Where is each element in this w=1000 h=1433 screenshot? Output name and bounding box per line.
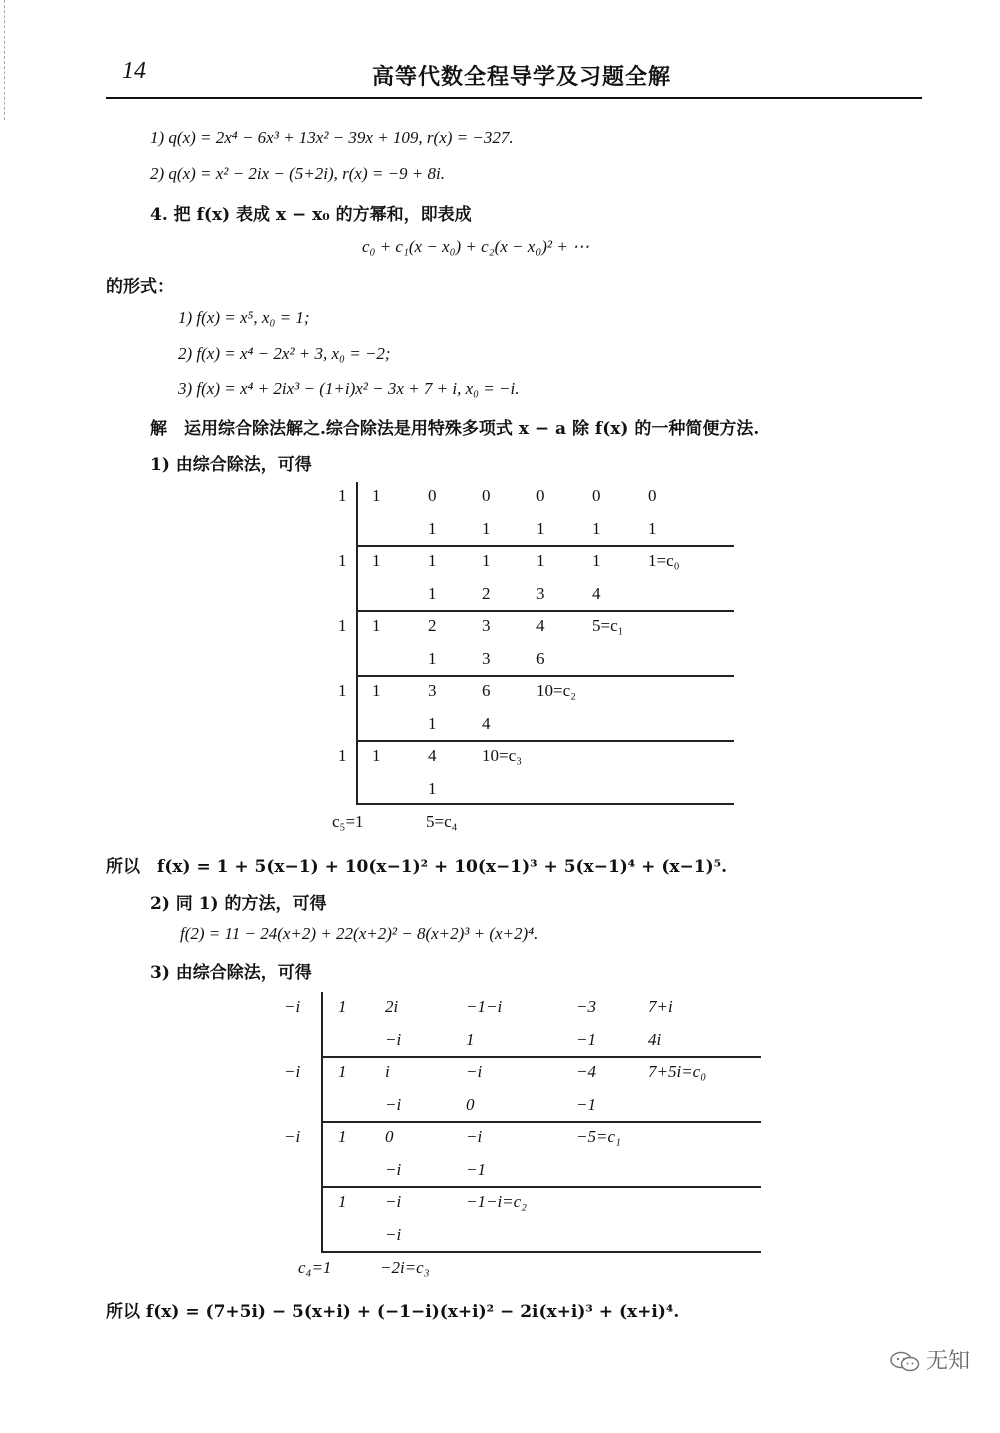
table1-cell: 10=c₃ (482, 746, 523, 765)
table2-cell: 1 (338, 1192, 347, 1211)
table2-cell: −3 (576, 997, 596, 1016)
table2-divisor: −i (284, 1127, 301, 1146)
table1-cell: 1 (536, 551, 545, 570)
subproblem-2: 2) f(x) = x⁴ − 2x² + 3, x₀ = −2; (178, 344, 391, 363)
table1-cell: 1 (428, 584, 437, 603)
table1-cell: 3 (482, 649, 491, 668)
table2-divisor: −i (284, 997, 301, 1016)
table1-cell: 1 (482, 519, 491, 538)
table2-rule (321, 1121, 761, 1123)
table2-cell: −1 (576, 1095, 596, 1114)
table1-cell: 0 (428, 486, 437, 505)
table1-rule (356, 803, 734, 805)
result-2: f(2) = 11 − 24(x+2) + 22(x+2)² − 8(x+2)³ + (x+2)⁴. (180, 924, 539, 943)
table2-cell: −i (385, 1095, 402, 1114)
table1-cell: 1 (428, 519, 437, 538)
table2-cell: −1−i=c₂ (466, 1192, 528, 1211)
table1-cell: 6 (536, 649, 545, 668)
form-text: 的形式： (106, 277, 174, 297)
table2-cell: −i (466, 1062, 483, 1081)
table1-cell: 0 (592, 486, 601, 505)
table2-cell: 7+5i=c₀ (648, 1062, 707, 1081)
table1-rule (356, 610, 734, 612)
table2-cell: 0 (466, 1095, 475, 1114)
table1-vertical-rule (356, 482, 358, 804)
table2-rule (321, 1251, 761, 1253)
table2-cell: 0 (385, 1127, 394, 1146)
table1-rule (356, 675, 734, 677)
series-formula: c₀ + c₁(x − x₀) + c₂(x − x₀)² + ⋯ (362, 237, 589, 256)
table1-rule (356, 545, 734, 547)
table1-rule (356, 740, 734, 742)
table2-cell: 1 (338, 997, 347, 1016)
table2-cell: i (385, 1062, 390, 1081)
subproblem-1: 1) f(x) = x⁵, x₀ = 1; (178, 308, 310, 327)
table2-rule (321, 1186, 761, 1188)
table1-cell: 6 (482, 681, 491, 700)
table2-rule (321, 1056, 761, 1058)
table1-cell: 0 (536, 486, 545, 505)
table2-cell: −i (385, 1225, 402, 1244)
table1-cell: 1 (648, 519, 657, 538)
table1-cell: 1 (482, 551, 491, 570)
table1-cell: 4 (592, 584, 601, 603)
table2-cell: 1 (466, 1030, 475, 1049)
table1-cell: 3 (482, 616, 491, 635)
table1-cell: 4 (482, 714, 491, 733)
table1-cell: 1 (428, 649, 437, 668)
table2-cell: 1 (338, 1127, 347, 1146)
table1-divisor: 1 (338, 486, 347, 505)
running-header-title: 高等代数全程导学及习题全解 (372, 65, 672, 90)
result-1: 所以 f(x) = 1 + 5(x−1) + 10(x−1)² + 10(x−1)³ + 5(x−1)⁴ + (x−1)⁵. (106, 857, 727, 877)
table1-bottom-cell: c₅=1 (332, 812, 364, 831)
watermark (890, 1344, 970, 1375)
table2-cell: 7+i (648, 997, 673, 1016)
problem-4: 4. 把 f(x) 表成 x − x₀ 的方幂和，即表成 (150, 205, 472, 225)
table1-cell: 1 (536, 519, 545, 538)
table2-cell: −i (385, 1160, 402, 1179)
table2-cell: 2i (385, 997, 399, 1016)
table2-divisor: −i (284, 1062, 301, 1081)
table2-cell: −1 (576, 1030, 596, 1049)
subproblem-3: 3) f(x) = x⁴ + 2ix³ − (1+i)x² − 3x + 7 + i, x₀ = −i. (178, 379, 520, 398)
solution-part-1: 1) 由综合除法，可得 (150, 455, 312, 475)
table1-cell: 1 (428, 714, 437, 733)
table2-cell: −i (385, 1030, 402, 1049)
result-3: 所以 f(x) = (7+5i) − 5(x+i) + (−1−i)(x+i)² − 2i(x+i)³ + (x+i)⁴. (106, 1302, 680, 1322)
table1-bottom-cell: 5=c₄ (426, 812, 458, 831)
table1-divisor: 1 (338, 746, 347, 765)
table1-cell: 3 (536, 584, 545, 603)
table1-cell: 2 (428, 616, 437, 635)
solution-part-2: 2) 同 1) 的方法，可得 (150, 894, 327, 914)
table2-cell: −i (385, 1192, 402, 1211)
table1-cell: 1 (428, 779, 437, 798)
chat-bubble-icon (890, 1351, 920, 1373)
table1-divisor: 1 (338, 551, 347, 570)
solution-part-3: 3) 由综合除法，可得 (150, 963, 312, 983)
table2-cell: 1 (338, 1062, 347, 1081)
table2-cell: −5=c₁ (576, 1127, 621, 1146)
table2-cell: −1−i (466, 997, 503, 1016)
table1-cell: 1 (372, 486, 381, 505)
table1-cell: 4 (428, 746, 437, 765)
table2-cell: 4i (648, 1030, 662, 1049)
answer-q1: 1) q(x) = 2x⁴ − 6x³ + 13x² − 39x + 109, r(x) = −327. (150, 128, 514, 147)
table1-cell: 0 (482, 486, 491, 505)
table1-cell: 1 (372, 746, 381, 765)
header-rule (106, 97, 922, 99)
page-number: 14 (122, 58, 146, 84)
table1-cell: 3 (428, 681, 437, 700)
solution-intro: 解 运用综合除法解之.综合除法是用特殊多项式 x − a 除 f(x) 的一种简便方法. (150, 419, 760, 439)
table2-cell: −i (466, 1127, 483, 1146)
table1-cell: 1 (428, 551, 437, 570)
answer-q2: 2) q(x) = x² − 2ix − (5+2i), r(x) = −9 + 8i. (150, 164, 445, 183)
table2-cell: −1 (466, 1160, 486, 1179)
table1-cell: 4 (536, 616, 545, 635)
table1-divisor: 1 (338, 681, 347, 700)
table2-cell: −4 (576, 1062, 596, 1081)
table1-cell: 1=c₀ (648, 551, 680, 570)
table1-cell: 1 (592, 519, 601, 538)
table1-divisor: 1 (338, 616, 347, 635)
table1-cell: 1 (372, 551, 381, 570)
table2-bottom-cell: c₄=1 (298, 1258, 332, 1277)
watermark-text: 无知 (925, 1349, 970, 1374)
table1-cell: 5=c₁ (592, 616, 624, 635)
table1-cell: 1 (372, 681, 381, 700)
table2-bottom-cell: −2i=c₃ (380, 1258, 430, 1277)
table1-cell: 1 (592, 551, 601, 570)
table1-cell: 0 (648, 486, 657, 505)
table1-cell: 1 (372, 616, 381, 635)
table1-cell: 10=c₂ (536, 681, 577, 700)
page-edge-dashes (4, 0, 6, 120)
table1-cell: 2 (482, 584, 491, 603)
